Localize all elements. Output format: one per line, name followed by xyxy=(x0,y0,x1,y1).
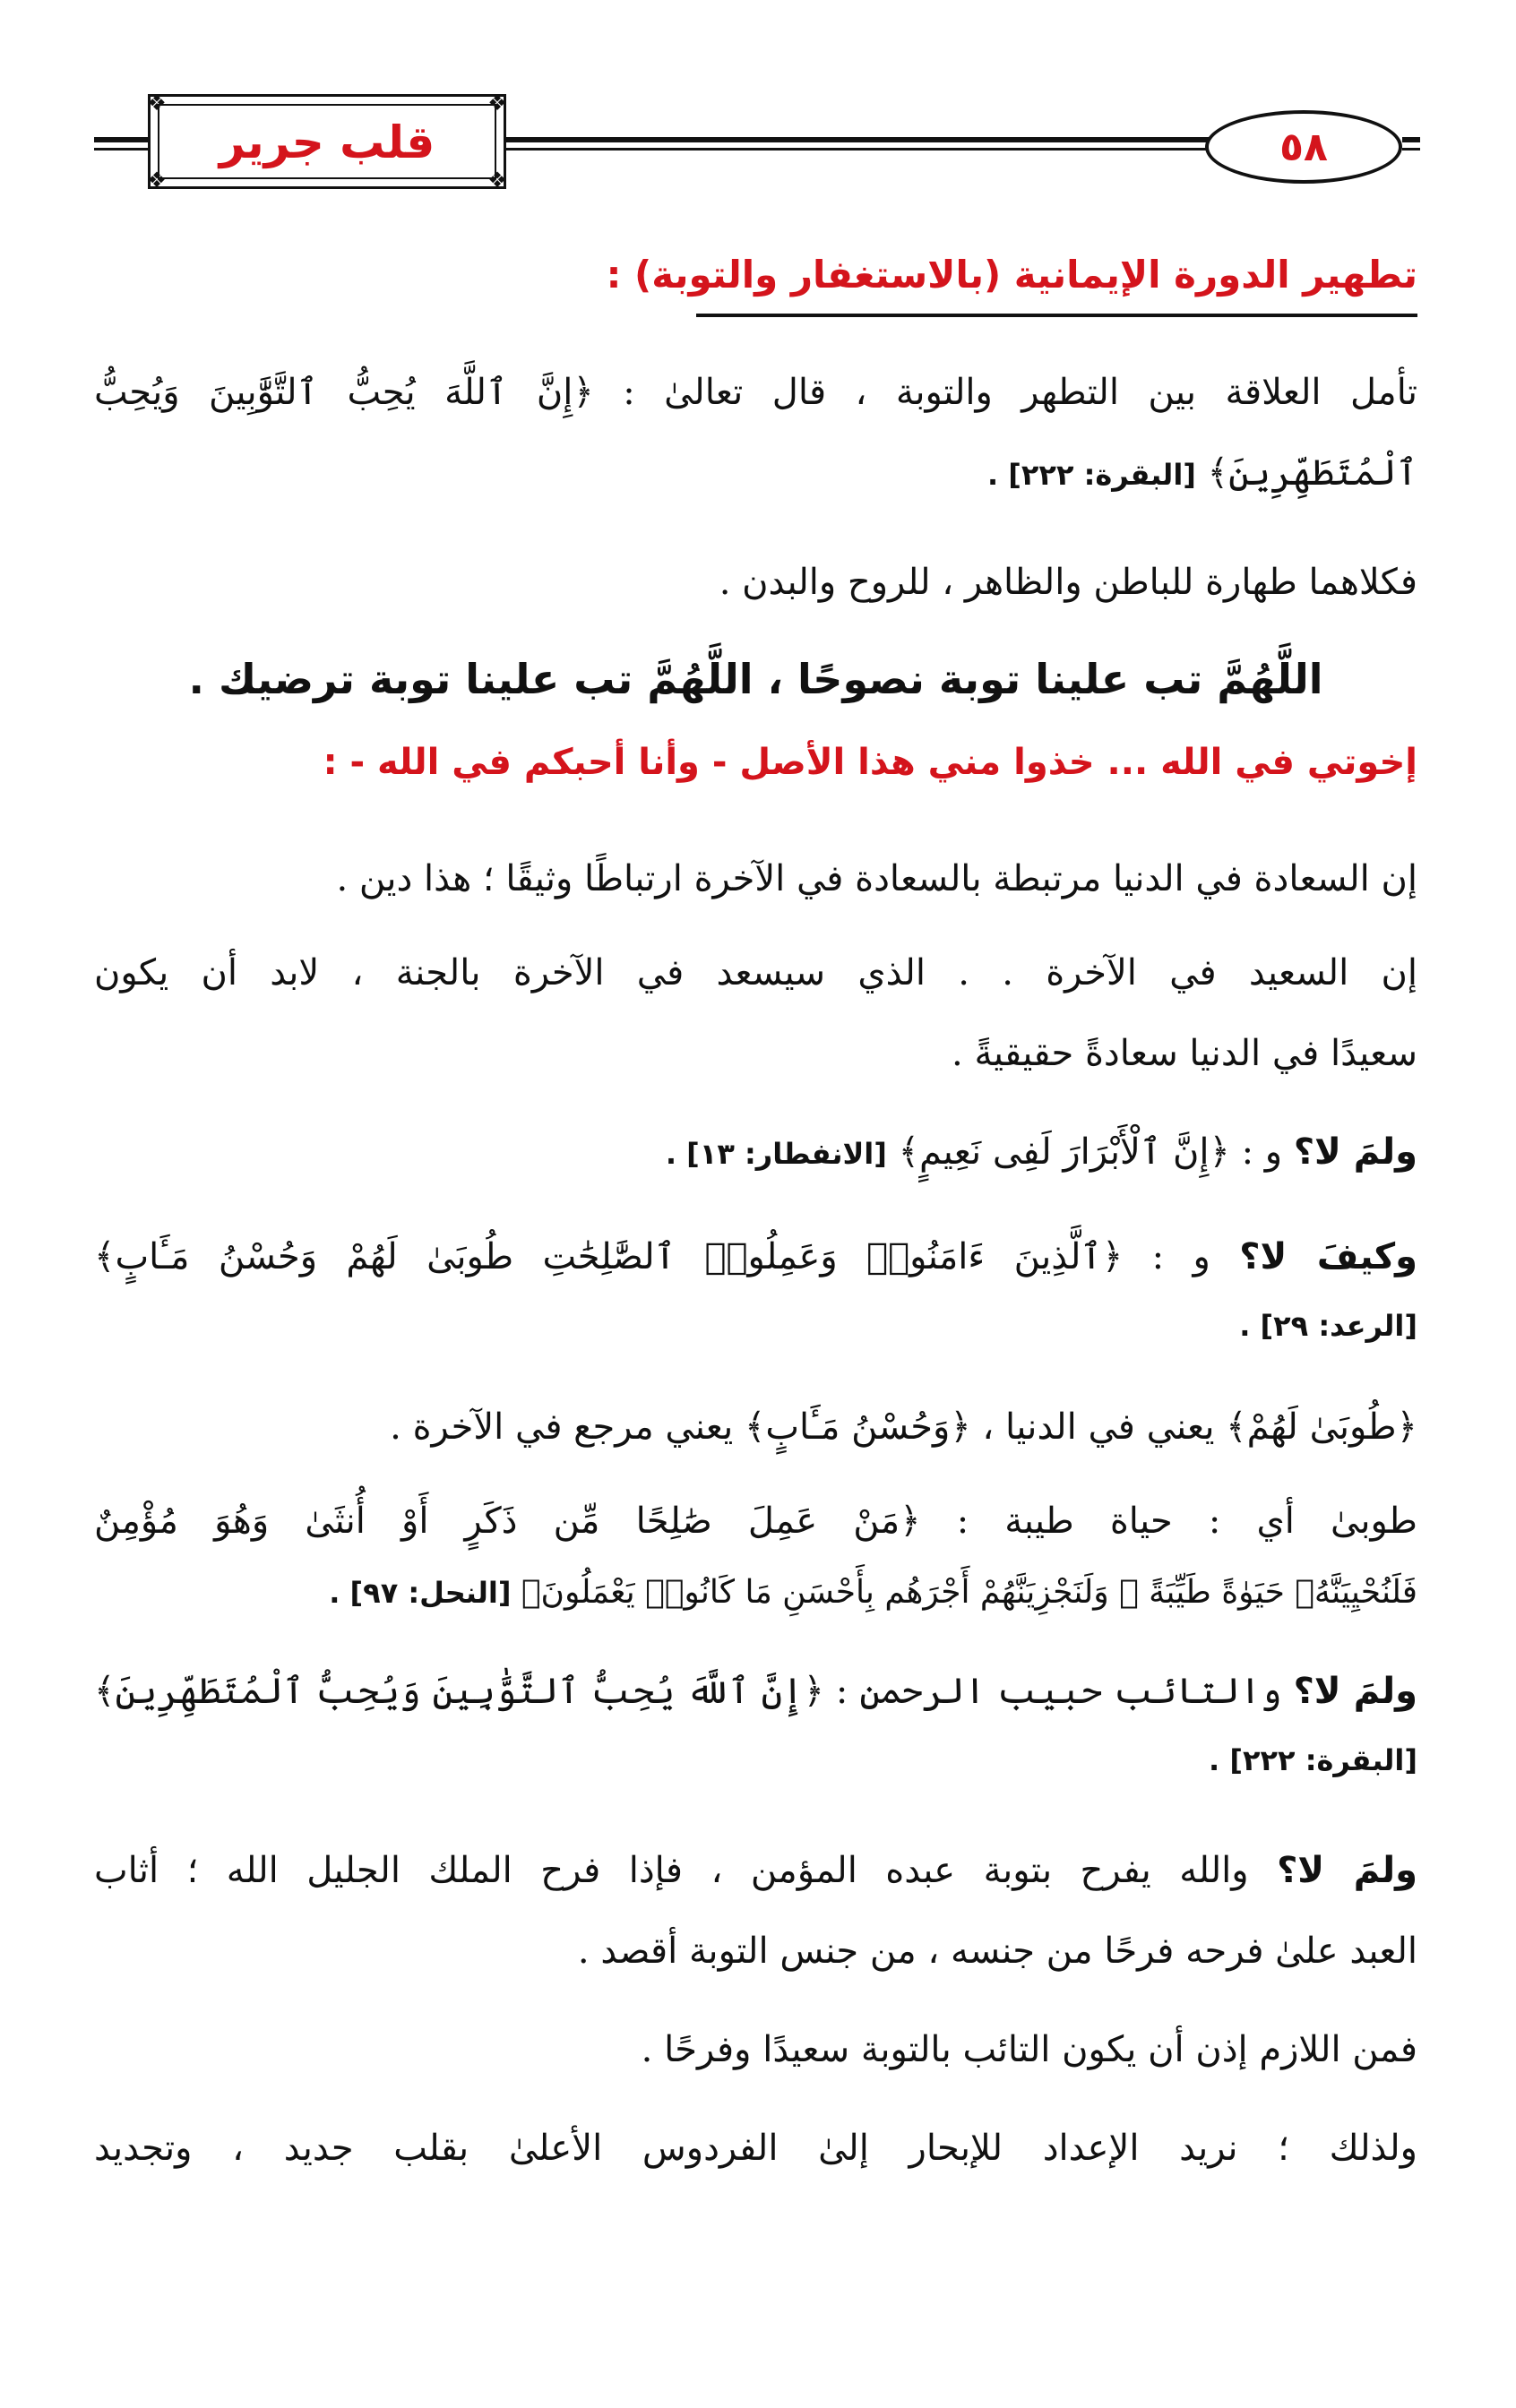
paragraph-line: ولمَ لا؟ والتائب حبيب الرحمن : ﴿إِنَّ ٱللَّهَ يُحِبُّ ٱلتَّوَّٰبِينَ وَيُحِبُّ ٱلْمُتَطَهِّرِينَ﴾ xyxy=(94,1671,1418,1712)
verse-reference: [النحل: ٩٧] . xyxy=(329,1576,512,1610)
header-rule-left xyxy=(94,137,148,142)
ornament-icon: ❖ xyxy=(487,168,507,193)
paragraph-line xyxy=(94,448,1417,500)
page-header xyxy=(94,90,1420,211)
page-number: ٥٨ xyxy=(1279,124,1328,170)
verse-reference: [البقرة: ٢٢٢] . xyxy=(986,458,1196,492)
paragraph-line xyxy=(94,1299,1417,1351)
ornament-icon: ❖ xyxy=(147,90,167,116)
ornament-icon: ❖ xyxy=(487,90,507,116)
header-rule-right xyxy=(1402,137,1420,142)
paragraph-line: إن السعادة في الدنيا مرتبطة بالسعادة في الآخرة ارتباطًا وثيقًا ؛ هذا دين . xyxy=(336,858,1417,899)
paragraph-line: ولمَ لا؟ و : ﴿إِنَّ ٱلْأَبْرَارَ لَفِى نَعِيمٍ﴾ [الانفطار: ١٣] . xyxy=(665,1131,1417,1173)
quran-verse: ﴿ٱلَّذِينَ ءَامَنُوا۟ وَعَمِلُوا۟ ٱلصَّٰلِحَٰتِ طُوبَىٰ لَهُمْ وَحُسْنُ مَـَٔابٍ﴾ xyxy=(94,1236,1124,1277)
paragraph-line: إن السعيد في الآخرة . . الذي سيسعد في الآخرة بالجنة ، لابد أن يكون xyxy=(94,952,1417,993)
page-number-badge xyxy=(1205,110,1402,184)
quran-verse: فَلَنُحْيِيَنَّهُۥ حَيَوٰةً طَيِّبَةً ۖ وَلَنَجْزِيَنَّهُمْ أَجْرَهُم بِأَحْسَنِ مَا كَانُوا۟ يَعْمَلُونَ﴾ xyxy=(521,1574,1417,1611)
paragraph-line: وكيفَ لا؟ و : ﴿ٱلَّذِينَ ءَامَنُوا۟ وَعَمِلُوا۟ ٱلصَّٰلِحَٰتِ طُوبَىٰ لَهُمْ وَحُسْنُ مَـَٔابٍ﴾ xyxy=(94,1236,1417,1277)
header-rule-right-thin xyxy=(1402,148,1420,150)
paragraph-line xyxy=(94,1733,1417,1785)
paragraph-line: ﴿طُوبَىٰ لَهُمْ﴾ يعني في الدنيا ، ﴿وَحُسْنُ مَـَٔابٍ﴾ يعني مرجع في الآخرة . xyxy=(390,1406,1417,1448)
heading-underline xyxy=(696,314,1417,317)
quran-verse: ﴿إِنَّ ٱللَّهَ يُحِبُّ ٱلتَّوَّٰبِينَ وَيُحِبُّ ٱلْمُتَطَهِّرِينَ﴾ xyxy=(94,1671,824,1712)
header-rule-left-thin xyxy=(94,148,148,150)
ornament-icon: ❖ xyxy=(147,168,167,193)
paragraph-line: تأمل العلاقة بين التطهر والتوبة ، قال تعالىٰ : ﴿إِنَّ ٱللَّهَ يُحِبُّ ٱلتَّوَّٰبِينَ وَيُحِبُّ xyxy=(94,372,1418,413)
verse-reference: [الانفطار: ١٣] . xyxy=(665,1137,887,1171)
paragraph-line: سعيدًا في الدنيا سعادةً حقيقيةً . xyxy=(952,1033,1417,1074)
paragraph-line: ولمَ لا؟ والله يفرح بتوبة عبده المؤمن ، فإذا فرح الملك الجليل الله ؛ أثاب xyxy=(94,1850,1417,1891)
verse-reference: [الرعد: ٢٩] . xyxy=(1239,1309,1417,1343)
paragraph-line: العبد علىٰ فرحه فرحًا من جنسه ، من جنس التوبة أقصد . xyxy=(577,1931,1417,1972)
quran-verse: ٱلْمُتَطَهِّرِينَ﴾ xyxy=(1207,452,1417,494)
header-rule-center-thin xyxy=(506,148,1223,150)
paragraph-line xyxy=(94,1568,1417,1618)
paragraph-line: فمن اللازم إذن أن يكون التائب بالتوبة سعيدًا وفرحًا . xyxy=(641,2029,1417,2070)
book-title-frame xyxy=(147,90,507,193)
section-heading: تطهير الدورة الإيمانية (بالاستغفار والتوبة) : xyxy=(606,253,1417,297)
paragraph-line: فكلاهما طهارة للباطن والظاهر ، للروح والبدن . xyxy=(719,562,1417,603)
quran-verse: ﴿مَنْ عَمِلَ صَٰلِحًا مِّن ذَكَرٍ أَوْ أُنثَىٰ وَهُوَ مُؤْمِنٌ xyxy=(94,1501,921,1542)
book-title: قلب جرير xyxy=(219,116,435,168)
paragraph-line: ولذلك ؛ نريد الإعداد للإبحار إلىٰ الفردوس الأعلىٰ بقلب جديد ، وتجديد xyxy=(94,2128,1418,2169)
prayer-line: اللَّهُمَّ تب علينا توبة نصوحًا ، اللَّهُمَّ تب علينا توبة ترضيك . xyxy=(188,655,1323,703)
paragraph-line: طوبىٰ أي : حياة طيبة : ﴿مَنْ عَمِلَ صَٰلِحًا مِّن ذَكَرٍ أَوْ أُنثَىٰ وَهُوَ مُؤْمِنٌ xyxy=(94,1501,1417,1542)
verse-reference: [البقرة: ٢٢٢] . xyxy=(1209,1743,1417,1777)
address-line: إخوتي في الله ... خذوا مني هذا الأصل - وأنا أحبكم في الله - : xyxy=(323,742,1417,783)
header-rule-center xyxy=(506,137,1223,142)
quran-verse: ﴿إِنَّ ٱللَّهَ يُحِبُّ ٱلتَّوَّٰبِينَ وَيُحِبُّ xyxy=(94,372,594,413)
quran-verse: ﴿إِنَّ ٱلْأَبْرَارَ لَفِى نَعِيمٍ﴾ xyxy=(898,1131,1230,1173)
